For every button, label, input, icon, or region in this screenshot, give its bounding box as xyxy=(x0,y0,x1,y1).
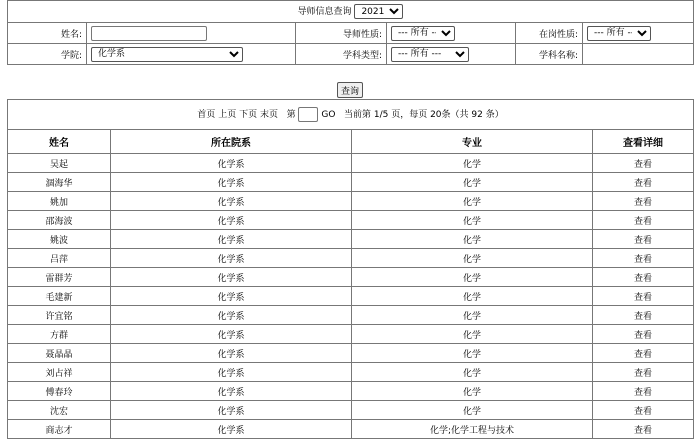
cell-name: 姚波 xyxy=(8,230,111,249)
view-details-link[interactable]: 查看 xyxy=(593,420,694,439)
cell-name: 姚加 xyxy=(8,192,111,211)
subject-type-label: 学科类型: xyxy=(296,44,387,65)
column-header-major: 专业 xyxy=(352,130,593,154)
name-input[interactable] xyxy=(91,26,207,41)
view-details-link[interactable]: 查看 xyxy=(593,382,694,401)
subject-name-label: 学科名称: xyxy=(516,44,583,65)
cell-major: 化学 xyxy=(352,154,593,173)
page-number-input[interactable] xyxy=(298,107,318,122)
cell-major: 化学 xyxy=(352,382,593,401)
cell-department: 化学系 xyxy=(111,363,352,382)
status-label: 在岗性质: xyxy=(516,23,583,44)
go-button[interactable]: GO xyxy=(321,110,336,120)
table-row xyxy=(8,249,694,268)
cell-name: 吴起 xyxy=(8,154,111,173)
cell-major: 化学 xyxy=(352,363,593,382)
year-select[interactable] xyxy=(354,4,403,19)
view-details-link[interactable]: 查看 xyxy=(593,249,694,268)
subject-name-field[interactable] xyxy=(583,44,694,65)
view-details-link[interactable]: 查看 xyxy=(593,325,694,344)
view-details-link[interactable]: 查看 xyxy=(593,344,694,363)
goto-prefix: 第 xyxy=(286,110,296,120)
view-details-link[interactable]: 查看 xyxy=(593,211,694,230)
cell-department: 化学系 xyxy=(111,306,352,325)
view-details-link[interactable]: 查看 xyxy=(593,401,694,420)
cell-department: 化学系 xyxy=(111,344,352,363)
cell-major: 化学 xyxy=(352,401,593,420)
first-page-link[interactable]: 首页 xyxy=(197,110,216,120)
cell-department: 化学系 xyxy=(111,401,352,420)
table-row xyxy=(8,344,694,363)
table-row xyxy=(8,268,694,287)
next-page-link[interactable]: 下页 xyxy=(239,110,258,120)
table-row xyxy=(8,420,694,439)
cell-major: 化学 xyxy=(352,325,593,344)
cell-name: 涸海华 xyxy=(8,173,111,192)
view-details-link[interactable]: 查看 xyxy=(593,268,694,287)
subject-type-select[interactable] xyxy=(391,47,469,62)
table-row xyxy=(8,230,694,249)
cell-major: 化学 xyxy=(352,173,593,192)
college-select[interactable] xyxy=(91,47,243,62)
cell-name: 商志才 xyxy=(8,420,111,439)
table-row xyxy=(8,306,694,325)
college-label: 学院: xyxy=(8,44,87,65)
column-header-details: 查看详细 xyxy=(593,130,694,154)
cell-name: 雷群芳 xyxy=(8,268,111,287)
cell-name: 沈宏 xyxy=(8,401,111,420)
cell-department: 化学系 xyxy=(111,325,352,344)
table-row xyxy=(8,287,694,306)
table-row xyxy=(8,401,694,420)
view-details-link[interactable]: 查看 xyxy=(593,287,694,306)
cell-name: 傅春玲 xyxy=(8,382,111,401)
column-header-department: 所在院系 xyxy=(111,130,352,154)
cell-department: 化学系 xyxy=(111,420,352,439)
pager-status: 当前第 1/5 页，每页 20条（共 92 条） xyxy=(344,110,504,120)
search-form xyxy=(7,0,694,65)
cell-department: 化学系 xyxy=(111,154,352,173)
cell-major: 化学 xyxy=(352,192,593,211)
cell-department: 化学系 xyxy=(111,268,352,287)
pager xyxy=(8,100,694,130)
view-details-link[interactable]: 查看 xyxy=(593,154,694,173)
cell-department: 化学系 xyxy=(111,287,352,306)
cell-name: 邵海波 xyxy=(8,211,111,230)
view-details-link[interactable]: 查看 xyxy=(593,192,694,211)
cell-major: 化学 xyxy=(352,287,593,306)
cell-major: 化学 xyxy=(352,249,593,268)
cell-major: 化学;化学工程与技术 xyxy=(352,420,593,439)
status-select[interactable] xyxy=(587,26,651,41)
table-row xyxy=(8,382,694,401)
header-row xyxy=(8,130,694,154)
table-row xyxy=(8,211,694,230)
cell-name: 刘占祥 xyxy=(8,363,111,382)
advisor-type-select[interactable] xyxy=(391,26,455,41)
cell-major: 化学 xyxy=(352,211,593,230)
table-row xyxy=(8,363,694,382)
cell-department: 化学系 xyxy=(111,249,352,268)
name-label: 姓名: xyxy=(8,23,87,44)
view-details-link[interactable]: 查看 xyxy=(593,363,694,382)
cell-department: 化学系 xyxy=(111,173,352,192)
cell-name: 方群 xyxy=(8,325,111,344)
cell-name: 聂晶晶 xyxy=(8,344,111,363)
cell-major: 化学 xyxy=(352,268,593,287)
prev-page-link[interactable]: 上页 xyxy=(218,110,237,120)
cell-department: 化学系 xyxy=(111,382,352,401)
results-table xyxy=(7,99,694,439)
cell-major: 化学 xyxy=(352,306,593,325)
cell-department: 化学系 xyxy=(111,192,352,211)
cell-major: 化学 xyxy=(352,230,593,249)
table-row xyxy=(8,154,694,173)
page-title: 导师信息查询 xyxy=(297,6,352,17)
column-header-name: 姓名 xyxy=(8,130,111,154)
cell-name: 许宜铭 xyxy=(8,306,111,325)
query-button[interactable]: 查询 xyxy=(337,82,363,98)
last-page-link[interactable]: 末页 xyxy=(259,110,278,120)
cell-department: 化学系 xyxy=(111,230,352,249)
view-details-link[interactable]: 查看 xyxy=(593,230,694,249)
advisor-type-label: 导师性质: xyxy=(296,23,387,44)
table-row xyxy=(8,173,694,192)
view-details-link[interactable]: 查看 xyxy=(593,306,694,325)
table-row xyxy=(8,325,694,344)
table-row xyxy=(8,192,694,211)
form-title-cell xyxy=(8,1,694,23)
pager-row xyxy=(8,100,694,130)
view-details-link[interactable]: 查看 xyxy=(593,173,694,192)
cell-name: 毛建新 xyxy=(8,287,111,306)
cell-name: 吕萍 xyxy=(8,249,111,268)
cell-major: 化学 xyxy=(352,344,593,363)
cell-department: 化学系 xyxy=(111,211,352,230)
